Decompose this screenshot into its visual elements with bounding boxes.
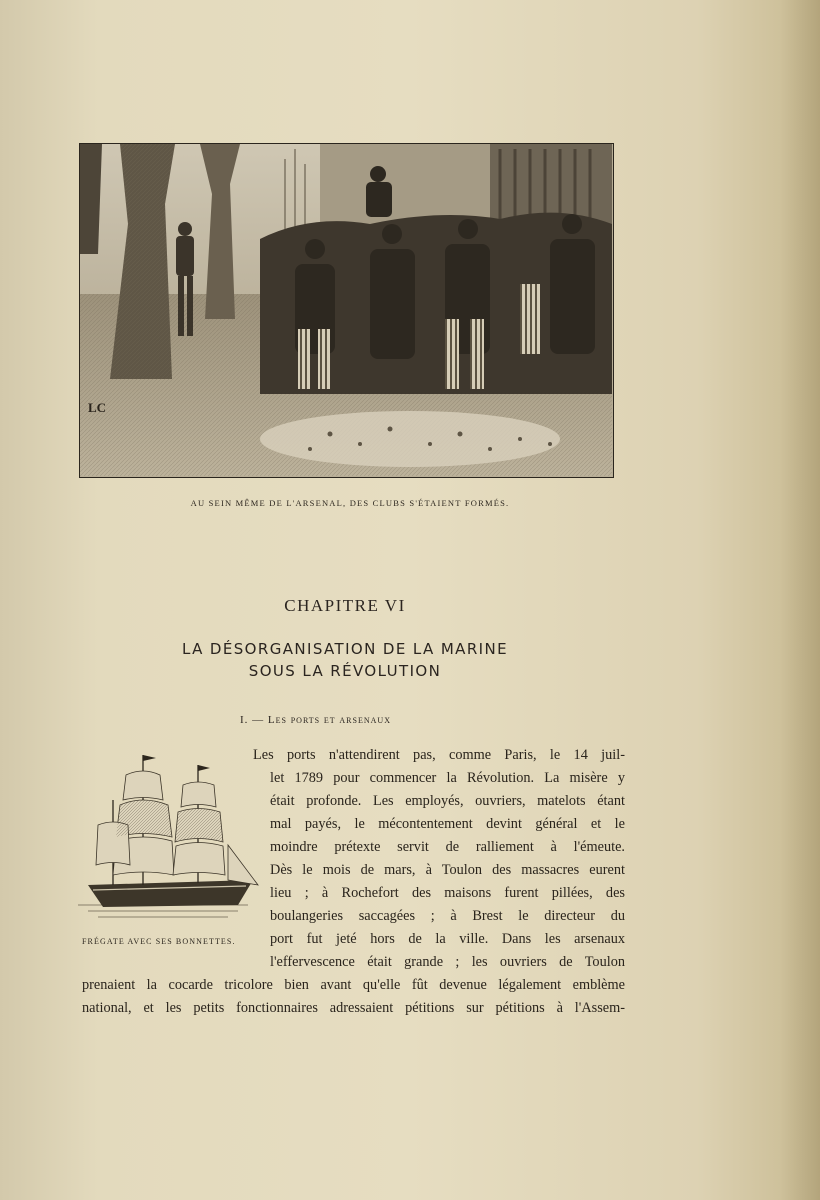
artist-signature: LC <box>88 400 107 415</box>
body-line-12: national, et les petits fonctionnaires adressaient pétitions sur pétitions à l'Assem- <box>82 1000 625 1016</box>
frigate-illustration <box>68 745 263 925</box>
body-line-3: était profonde. Les employés, ouvriers, matelots étant <box>270 793 625 809</box>
illustration-caption: AU SEIN MÊME DE L'ARSENAL, DES CLUBS S'ÉTAIENT FORMÉS. <box>190 498 510 508</box>
body-line-1: Les ports n'attendirent pas, comme Paris, le 14 juil- <box>253 747 625 763</box>
body-line-9: port fut jeté hors de la ville. Dans les arsenaux <box>270 931 625 947</box>
body-line-8: boulangeries saccagées ; à Brest le directeur du <box>270 908 625 924</box>
frigate-drawing <box>68 745 263 925</box>
body-line-11: prenaient la cocarde tricolore bien avant qu'elle fût devenue légalement emblème <box>82 977 625 993</box>
crowd-scene-drawing <box>80 144 612 476</box>
body-line-6: Dès le mois de mars, à Toulon des massacres eurent <box>270 862 625 878</box>
body-line-4: mal payés, le mécontentement devint général et le <box>270 816 625 832</box>
engraving-illustration <box>79 143 614 478</box>
frigate-caption: FRÉGATE AVEC SES BONNETTES. <box>82 937 236 946</box>
page-edge-shadow <box>780 0 820 1200</box>
chapter-title-line-1: LA DÉSORGANISATION DE LA MARINE <box>182 640 508 658</box>
body-line-2: let 1789 pour commencer la Révolution. La misère y <box>270 770 625 786</box>
section-heading-text: I. — Les ports et arsenaux <box>240 714 391 726</box>
chapter-title-line-2: SOUS LA RÉVOLUTION <box>248 662 442 680</box>
section-heading <box>240 714 540 726</box>
chapter-title <box>140 638 550 682</box>
chapter-number: CHAPITRE VI <box>284 596 406 615</box>
body-line-10: l'effervescence était grande ; les ouvriers de Toulon <box>270 954 625 970</box>
body-line-5: moindre prétexte servit de ralliement à l'émeute. <box>270 839 625 855</box>
body-line-7: lieu ; à Rochefort des maisons furent pillées, des <box>270 885 625 901</box>
